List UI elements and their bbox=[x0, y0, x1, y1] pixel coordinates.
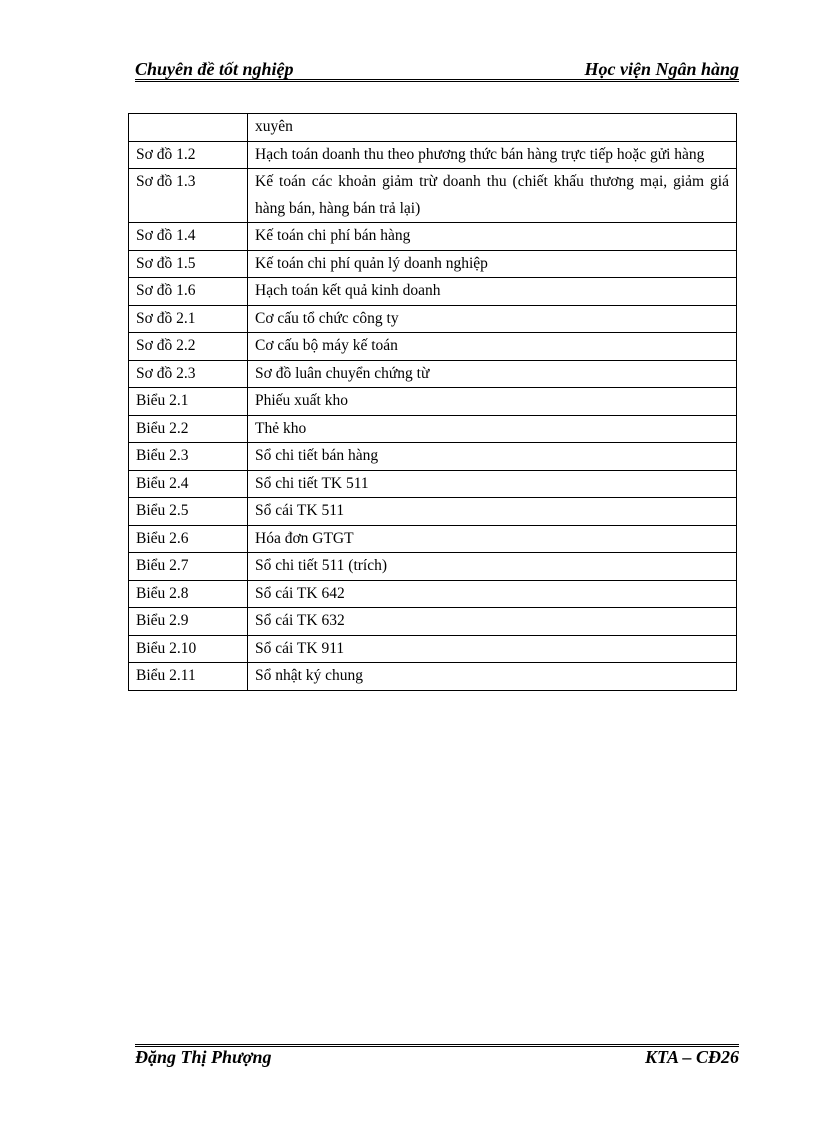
table-row bbox=[129, 250, 737, 278]
table-row bbox=[129, 635, 737, 663]
figure-description-cell: Sổ cái TK 642 bbox=[248, 580, 737, 608]
figure-label-cell: Biểu 2.5 bbox=[129, 498, 248, 526]
figure-description-cell: xuyên bbox=[248, 114, 737, 142]
table-row bbox=[129, 141, 737, 169]
figure-description-cell: Sổ nhật ký chung bbox=[248, 663, 737, 691]
figure-label-cell: Biểu 2.10 bbox=[129, 635, 248, 663]
table-row bbox=[129, 470, 737, 498]
figure-description-cell: Cơ cấu bộ máy kế toán bbox=[248, 333, 737, 361]
table-row bbox=[129, 525, 737, 553]
page-footer bbox=[135, 1046, 739, 1068]
table-row bbox=[129, 360, 737, 388]
figure-label-cell: Sơ đồ 2.1 bbox=[129, 305, 248, 333]
figure-label-cell: Biểu 2.8 bbox=[129, 580, 248, 608]
figure-description-cell: Sổ cái TK 511 bbox=[248, 498, 737, 526]
figure-label-cell: Biểu 2.11 bbox=[129, 663, 248, 691]
figure-description-cell: Sổ cái TK 632 bbox=[248, 608, 737, 636]
figure-description-cell: Hạch toán doanh thu theo phương thức bán hàng trực tiếp hoặc gửi hàng bbox=[248, 141, 737, 169]
header-rule bbox=[135, 79, 739, 82]
header-title-right: Học viện Ngân hàng bbox=[584, 59, 739, 79]
table-row bbox=[129, 278, 737, 306]
figure-description-cell: Sổ chi tiết TK 511 bbox=[248, 470, 737, 498]
figure-label-cell: Biểu 2.1 bbox=[129, 388, 248, 416]
table-row bbox=[129, 580, 737, 608]
figure-list-body bbox=[129, 114, 737, 691]
figure-label-cell: Sơ đồ 1.5 bbox=[129, 250, 248, 278]
table-row bbox=[129, 305, 737, 333]
figure-label-cell: Biểu 2.3 bbox=[129, 443, 248, 471]
table-row bbox=[129, 443, 737, 471]
figure-label-cell: Biểu 2.2 bbox=[129, 415, 248, 443]
figure-description-cell: Cơ cấu tổ chức công ty bbox=[248, 305, 737, 333]
figure-description-cell: Sổ chi tiết bán hàng bbox=[248, 443, 737, 471]
table-row bbox=[129, 608, 737, 636]
table-row bbox=[129, 553, 737, 581]
figure-description-cell: Kế toán chi phí quản lý doanh nghiệp bbox=[248, 250, 737, 278]
figure-label-cell: Sơ đồ 1.4 bbox=[129, 223, 248, 251]
table-row bbox=[129, 498, 737, 526]
figure-label-cell: Sơ đồ 2.2 bbox=[129, 333, 248, 361]
figure-label-cell: Sơ đồ 1.2 bbox=[129, 141, 248, 169]
table-row bbox=[129, 663, 737, 691]
figure-label-cell: Sơ đồ 2.3 bbox=[129, 360, 248, 388]
figure-list-table bbox=[128, 113, 737, 691]
figure-label-cell bbox=[129, 114, 248, 142]
page-header bbox=[135, 58, 739, 80]
figure-description-cell: Kế toán chi phí bán hàng bbox=[248, 223, 737, 251]
figure-label-cell: Biểu 2.4 bbox=[129, 470, 248, 498]
table-row bbox=[129, 169, 737, 223]
figure-description-cell: Sơ đồ luân chuyển chứng từ bbox=[248, 360, 737, 388]
figure-label-cell: Biểu 2.9 bbox=[129, 608, 248, 636]
footer-author: Đặng Thị Phượng bbox=[135, 1047, 272, 1067]
figure-description-cell: Kế toán các khoản giảm trừ doanh thu (chiết khấu thương mại, giảm giá hàng bán, hàng bán trả lại) bbox=[248, 169, 737, 223]
figure-label-cell: Sơ đồ 1.6 bbox=[129, 278, 248, 306]
figure-description-cell: Hóa đơn GTGT bbox=[248, 525, 737, 553]
figure-description-cell: Sổ cái TK 911 bbox=[248, 635, 737, 663]
figure-label-cell: Biểu 2.7 bbox=[129, 553, 248, 581]
figure-description-cell: Sổ chi tiết 511 (trích) bbox=[248, 553, 737, 581]
table-row bbox=[129, 333, 737, 361]
figure-description-cell: Phiếu xuất kho bbox=[248, 388, 737, 416]
figure-description-cell: Thẻ kho bbox=[248, 415, 737, 443]
figure-label-cell: Biểu 2.6 bbox=[129, 525, 248, 553]
figure-description-cell: Hạch toán kết quả kinh doanh bbox=[248, 278, 737, 306]
footer-class-code: KTA – CĐ26 bbox=[644, 1047, 739, 1067]
table-row bbox=[129, 223, 737, 251]
figure-label-cell: Sơ đồ 1.3 bbox=[129, 169, 248, 223]
table-row bbox=[129, 114, 737, 142]
table-row bbox=[129, 388, 737, 416]
table-row bbox=[129, 415, 737, 443]
header-title-left: Chuyên đề tốt nghiệp bbox=[135, 59, 294, 79]
